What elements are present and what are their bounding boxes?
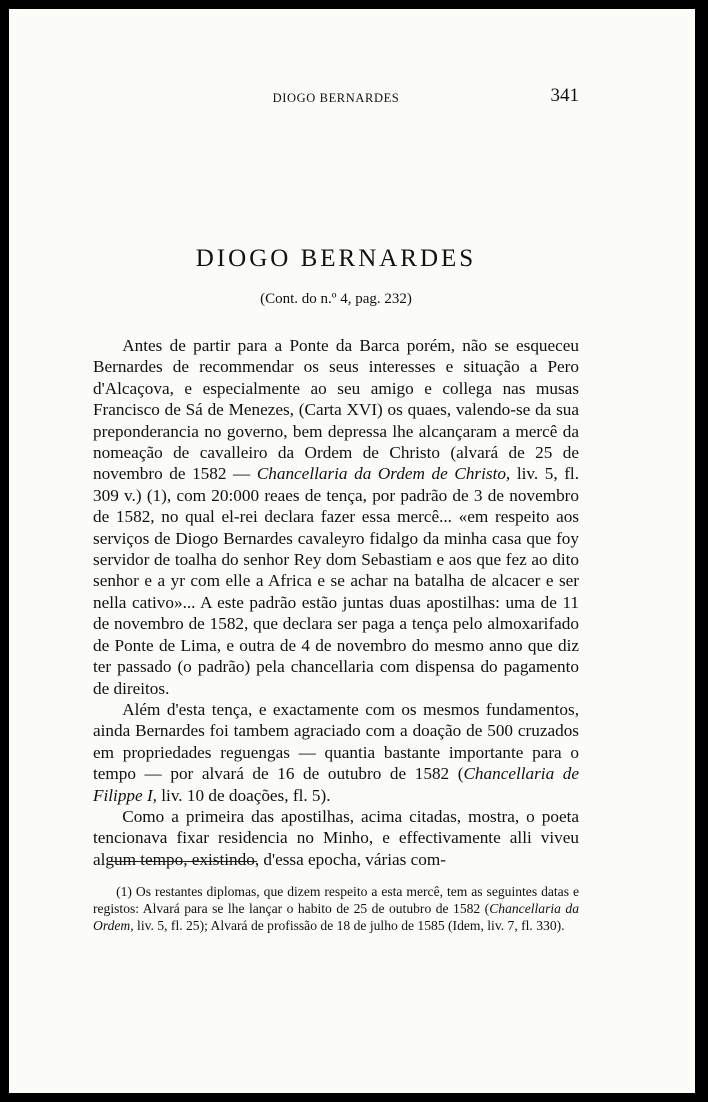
text-run: Além d'esta tença, e exactamente com os mesmos fundamentos, ainda Bernardes foi tambem agraciado com a doação de 500 cruzados em propriedades reguengas — quantia bastante importante para o tempo — por alvará de 16 de outubro de 1582 ( [93,699,579,784]
footnote-text: liv. 5, fl. 25); Alvará de profissão de 18 de julho de 1585 (Idem, liv. 7, fl. 330). [133,918,565,934]
paragraph-1 [93,335,579,699]
book-page [9,9,695,1093]
running-title: DIOGO BERNARDES [272,91,400,105]
text-run: Como a primeira das apostilhas, acima citadas, mostra, o poeta tencionava fixar residencia no Minho, e effectivamente alli viveu algum tempo, existindo, d'essa epocha, várias com- [93,806,579,869]
citation: Chancellaria da Ordem de Christo, [256,464,511,484]
text-run: liv. 10 de doações, fl. 5). [156,785,331,805]
footnote-divider [109,861,257,862]
chapter-title: DIOGO BERNARDES [195,245,477,272]
citation: Chancellaria de Filippe I, [93,764,579,805]
running-head [93,87,579,111]
chapter-subtitle: (Cont. do n.º 4, pag. 232) [260,291,412,307]
footnote [93,883,579,935]
page-number: 341 [550,85,579,106]
text-run: Antes de partir para a Ponte da Barca porém, não se esqueceu Bernardes de recommendar os seus interesses e situação a Pero d'Alcaçova, e especialmente ao seu amigo e collega nas musas Francisco de Sá de Menezes, (Carta XVI) os quaes, valendo-se da sua preponderancia no governo, bem depressa lhe alcançaram a mercê da nomeação de cavalleiro da Ordem de Christo (alvará de 25 de novembro de 1582 — [93,336,579,484]
text-run: liv. 5, fl. 309 v.) (1), com 20:000 reaes de tença, por padrão de 3 de novembro de 1582, no qual el-rei declara fazer essa mercê... «em respeito aos serviços de Diogo Bernardes cavaleyro fidalgo da minha casa que foy servidor de toalha do senhor Rey dom Sebastiam e aos que fez ao dito senhor e a yr com elle a Africa e se achar na batalha de alcacer e ser nella cativo»... A este padrão estão juntas duas apostilhas: uma de 11 de novembro de 1582, que declara ser paga a tença pelo almoxarifado de Ponte de Lima, e outra de 4 de novembro do mesmo anno que diz ter passado (o padrão) pela chancellaria com dispensa do pagamento de direitos. [93,464,579,698]
body-text [93,335,579,870]
footnote-text: (1) Os restantes diplomas, que dizem respeito a esta mercê, tem as seguintes datas e registos: Alvará para se lhe lançar o habito de 25 de outubro de 1582 ( [93,884,579,917]
paragraph-2 [93,699,579,806]
footnote-citation: Chancellaria da Ordem, [93,901,580,934]
